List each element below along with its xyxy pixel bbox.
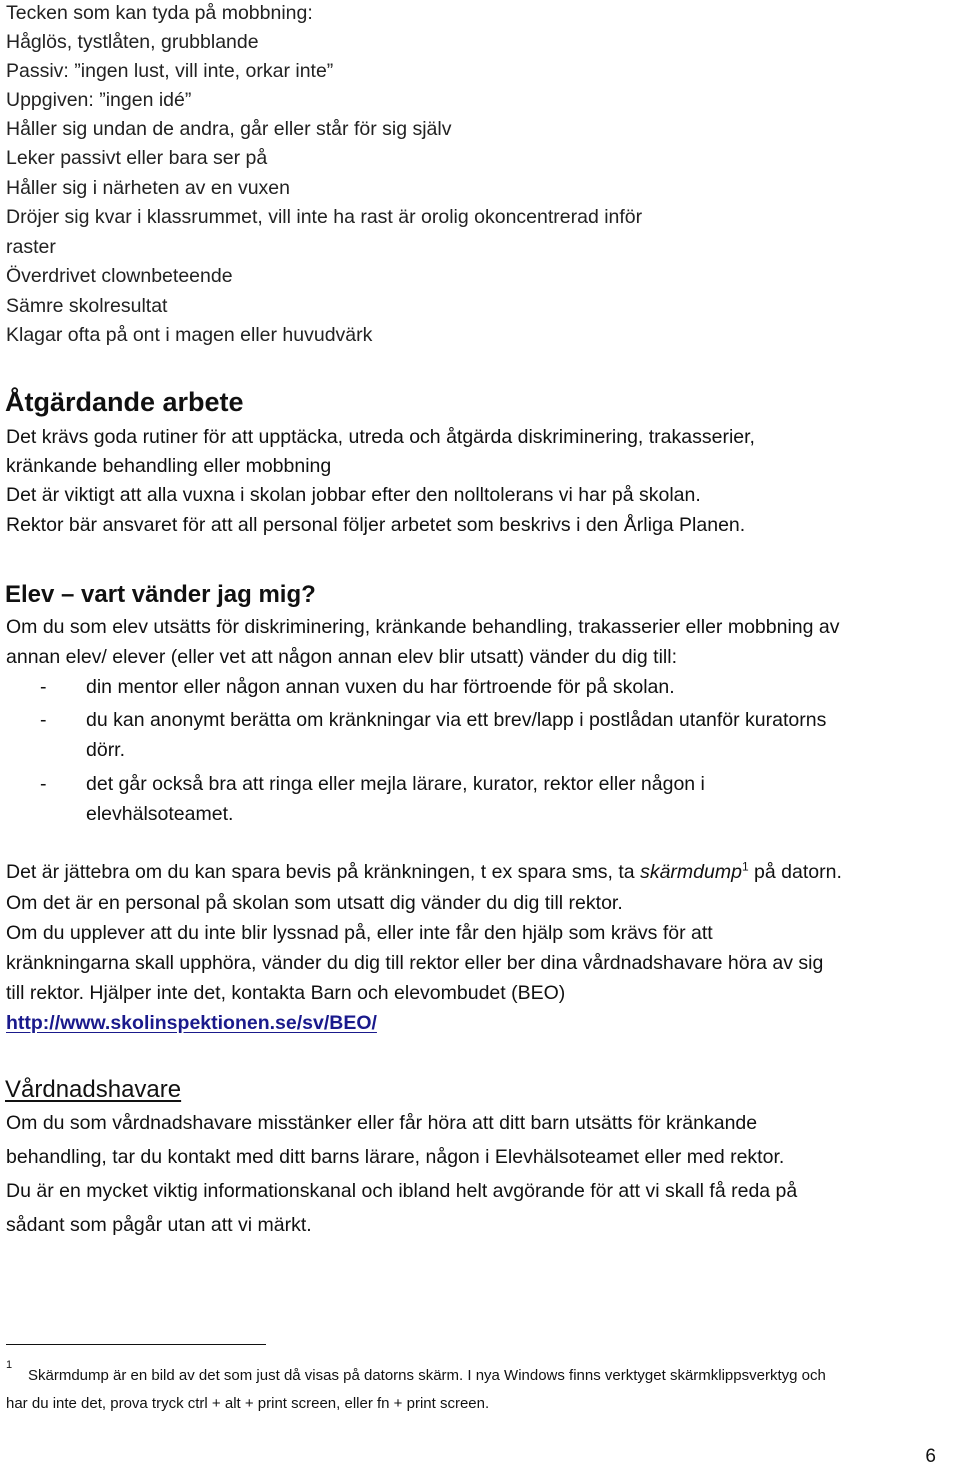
evidence-emphasis: skärmdump bbox=[640, 861, 742, 883]
footnote-separator bbox=[6, 1344, 266, 1345]
atgardande-line: Rektor bär ansvaret för att all personal följer arbetet som beskrivs i den Årliga Planen. bbox=[6, 514, 746, 536]
page-number: 6 bbox=[925, 1446, 936, 1467]
vardnadshavare-heading: Vårdnadshavare bbox=[5, 1076, 182, 1103]
bullet-dash: - bbox=[40, 709, 47, 731]
signs-line: raster bbox=[6, 236, 56, 258]
bullet-item: det går också bra att ringa eller mejla lärare, kurator, rektor eller någon i bbox=[86, 773, 705, 795]
elev-intro-line: Om du som elev utsätts för diskriminering, kränkande behandling, trakasserier eller mobbning av bbox=[6, 616, 840, 638]
elev-more-line: kränkningarna skall upphöra, vänder du dig till rektor eller ber dina vårdnadshavare höra av sig bbox=[6, 952, 824, 974]
footnote-line: har du inte det, prova tryck ctrl + alt + print screen, eller fn + print screen. bbox=[6, 1395, 490, 1412]
signs-line: Uppgiven: ”ingen idé” bbox=[6, 89, 192, 111]
signs-line: Överdrivet clownbeteende bbox=[6, 265, 233, 287]
elev-more-line: Om du upplever att du inte blir lyssnad på, eller inte får den hjälp som krävs för att bbox=[6, 922, 713, 944]
signs-line: Passiv: ”ingen lust, vill inte, orkar inte” bbox=[6, 60, 334, 82]
atgardande-line: Det krävs goda rutiner för att upptäcka, utreda och åtgärda diskriminering, trakasserier, bbox=[6, 426, 755, 448]
signs-line: Dröjer sig kvar i klassrummet, vill inte ha rast är orolig okoncentrerad inför bbox=[6, 206, 643, 228]
bullet-item-continuation: dörr. bbox=[86, 739, 126, 761]
atgardande-line: kränkande behandling eller mobbning bbox=[6, 455, 332, 477]
signs-line: Håglös, tystlåten, grubblande bbox=[6, 31, 259, 53]
elev-more-line: till rektor. Hjälper inte det, kontakta Barn och elevombudet (BEO) bbox=[6, 982, 566, 1004]
vardnadshavare-line: Om du som vårdnadshavare misstänker eller får höra att ditt barn utsätts för kränkande bbox=[6, 1112, 758, 1134]
bullet-item: din mentor eller någon annan vuxen du har förtroende för på skolan. bbox=[86, 676, 675, 698]
elev-more-line: Om det är en personal på skolan som utsatt dig vänder du dig till rektor. bbox=[6, 892, 623, 914]
beo-link[interactable]: http://www.skolinspektionen.se/sv/BEO/ bbox=[6, 1012, 377, 1034]
evidence-text-before: Det är jättebra om du kan spara bevis på kränkningen, t ex spara sms, ta bbox=[6, 861, 641, 883]
footnote-line: Skärmdump är en bild av det som just då visas på datorns skärm. I nya Windows finns verktyget skärmklippsverktyg och bbox=[28, 1367, 826, 1384]
bullet-item: du kan anonymt berätta om kränkningar via ett brev/lapp i postlådan utanför kuratorns bbox=[86, 709, 827, 731]
footnote-ref[interactable]: 1 bbox=[741, 859, 749, 874]
bullet-item-continuation: elevhälsoteamet. bbox=[86, 803, 234, 825]
elev-intro-line: annan elev/ elever (eller vet att någon annan elev blir utsatt) vänder du dig till: bbox=[6, 646, 677, 668]
signs-line: Klagar ofta på ont i magen eller huvudvärk bbox=[6, 324, 373, 346]
bullet-dash: - bbox=[40, 773, 47, 795]
signs-line: Håller sig undan de andra, går eller står för sig själv bbox=[6, 118, 452, 140]
vardnadshavare-line: behandling, tar du kontakt med ditt barns lärare, någon i Elevhälsoteamet eller med rektor. bbox=[6, 1146, 785, 1168]
elev-heading: Elev – vart vänder jag mig? bbox=[5, 581, 316, 608]
footnote-mark: 1 bbox=[6, 1359, 13, 1371]
evidence-line bbox=[6, 859, 842, 883]
bullet-dash: - bbox=[40, 676, 47, 698]
vardnadshavare-line: Du är en mycket viktig informationskanal och ibland helt avgörande för att vi skall få reda på bbox=[6, 1180, 798, 1202]
atgardande-heading: Åtgärdande arbete bbox=[5, 387, 244, 417]
signs-line: Sämre skolresultat bbox=[6, 295, 168, 317]
evidence-text-after: på datorn. bbox=[748, 861, 842, 883]
vardnadshavare-line: sådant som pågår utan att vi märkt. bbox=[6, 1214, 312, 1236]
atgardande-line: Det är viktigt att alla vuxna i skolan jobbar efter den nolltolerans vi har på skolan. bbox=[6, 484, 701, 506]
signs-line: Tecken som kan tyda på mobbning: bbox=[6, 2, 313, 24]
signs-line: Leker passivt eller bara ser på bbox=[6, 147, 268, 169]
signs-line: Håller sig i närheten av en vuxen bbox=[6, 177, 290, 199]
